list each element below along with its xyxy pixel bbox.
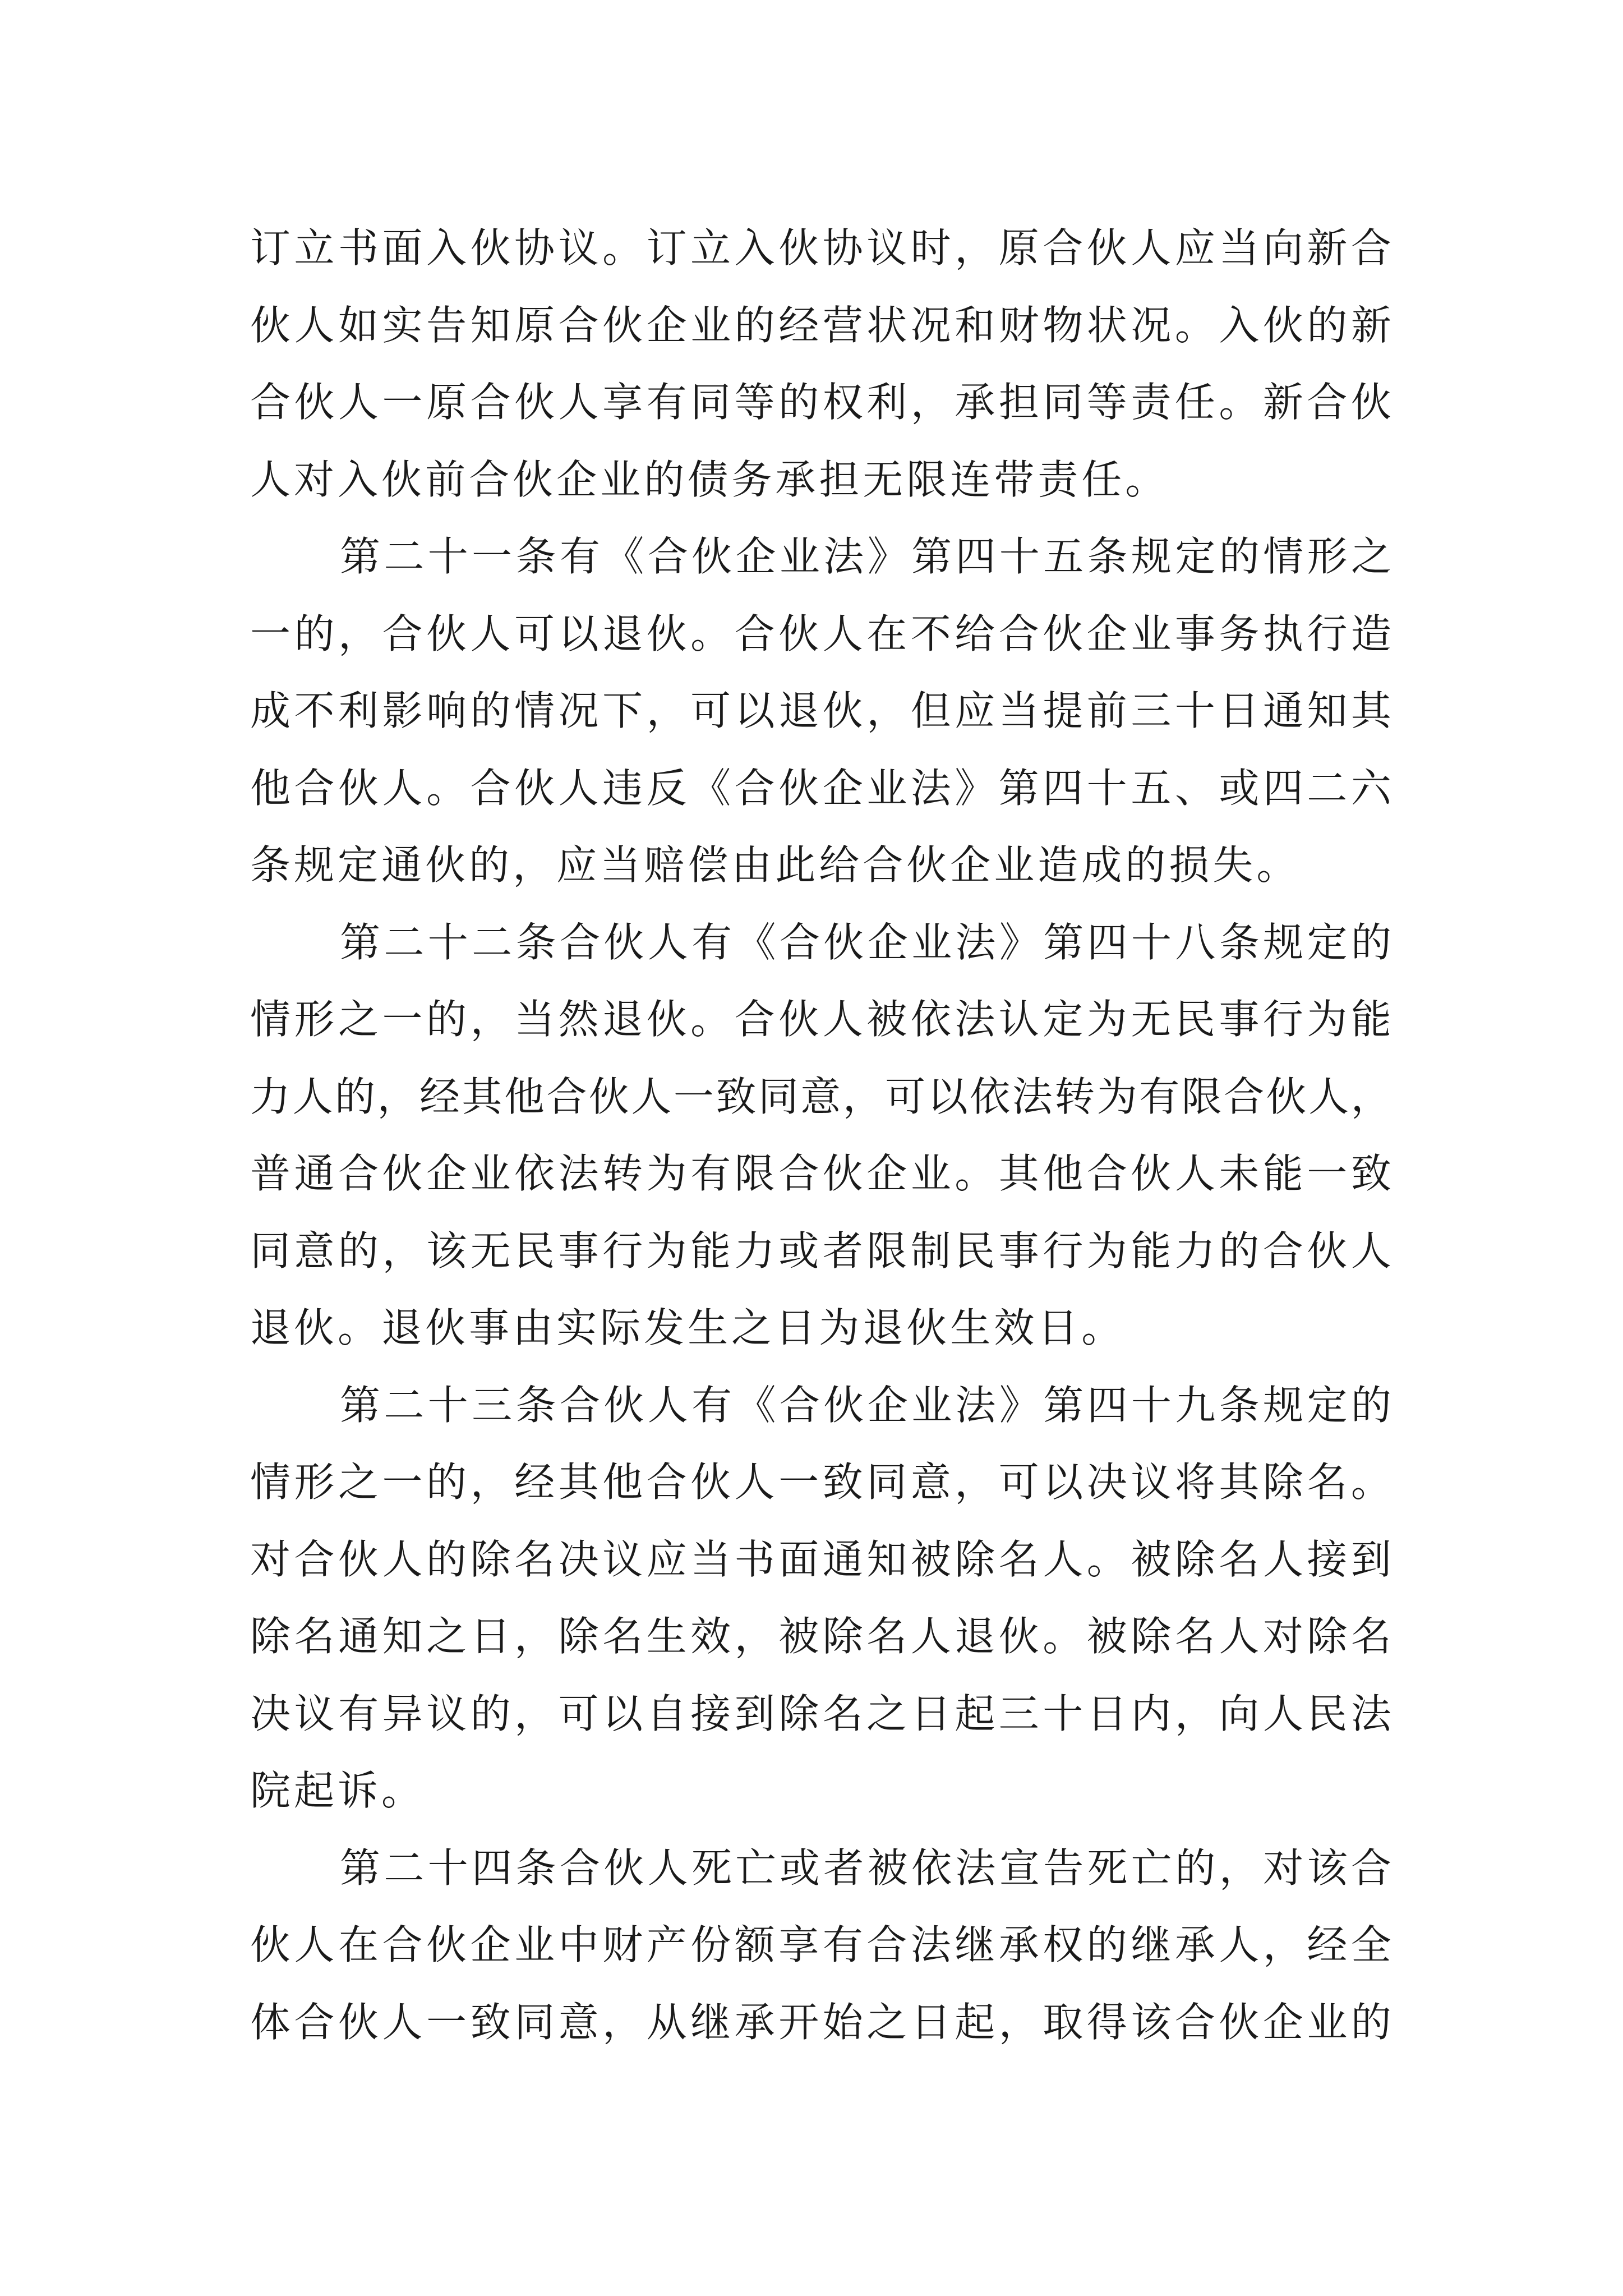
text-line: 院 起 诉 。 <box>250 1767 426 1814</box>
text-line: 决 议 有 异 议 的 ， 可 以 自 接 到 除 名 之 日 起 三 十 日 内 ， 向 人 民 法 <box>250 1690 1391 1737</box>
text-line: 订 立 书 面 入 伙 协 议 。 订 立 入 伙 协 议 时 ， 原 合 伙 人 应 当 向 新 合 <box>250 224 1391 272</box>
text-line: 情 形 之 一 的 ， 当 然 退 伙 。 合 伙 人 被 依 法 认 定 为 无 民 事 行 为 能 <box>250 996 1391 1043</box>
text-line: 第 二 十 二 条 合 伙 人 有 《 合 伙 企 业 法 》 第 四 十 八 条 规 定 的 <box>340 918 1391 966</box>
paragraph <box>250 1367 1391 1830</box>
text-line: 第 二 十 四 条 合 伙 人 死 亡 或 者 被 依 法 宣 告 死 亡 的 ， 对 该 合 <box>340 1844 1391 1892</box>
text-line: 第 二 十 一 条 有 《 合 伙 企 业 法 》 第 四 十 五 条 规 定 的 情 形 之 <box>340 533 1391 580</box>
text-line: 人 对 入 伙 前 合 伙 企 业 的 债 务 承 担 无 限 连 带 责 任 。 <box>250 455 1169 503</box>
text-line: 他 合 伙 人 。 合 伙 人 违 反 《 合 伙 企 业 法 》 第 四 十 五 、 或 四 二 六 <box>250 764 1391 812</box>
text-line: 体 合 伙 人 一 致 同 意 ， 从 继 承 开 始 之 日 起 ， 取 得 该 合 伙 企 业 的 <box>250 1998 1391 2046</box>
text-line: 力 人 的 ， 经 其 他 合 伙 人 一 致 同 意 ， 可 以 依 法 转 为 有 限 合 伙 人 ， <box>250 1073 1391 1120</box>
text-line: 退 伙 。 退 伙 事 由 实 际 发 生 之 日 为 退 伙 生 效 日 。 <box>250 1304 1126 1351</box>
text-line: 普 通 合 伙 企 业 依 法 转 为 有 限 合 伙 企 业 。 其 他 合 伙 人 未 能 一 致 <box>250 1150 1391 1197</box>
text-line: 同 意 的 ， 该 无 民 事 行 为 能 力 或 者 限 制 民 事 行 为 能 力 的 合 伙 人 <box>250 1227 1391 1274</box>
paragraph <box>250 210 1391 518</box>
text-line: 对 合 伙 人 的 除 名 决 议 应 当 书 面 通 知 被 除 名 人 。 被 除 名 人 接 到 <box>250 1535 1391 1583</box>
paragraph <box>250 1830 1391 2062</box>
text-line: 伙 人 如 实 告 知 原 合 伙 企 业 的 经 营 状 况 和 财 物 状 况 。 入 伙 的 新 <box>250 301 1391 349</box>
document-body <box>250 210 1391 2061</box>
text-line: 条 规 定 通 伙 的 ， 应 当 赔 偿 由 此 给 合 伙 企 业 造 成 的 损 失 。 <box>250 841 1301 889</box>
paragraph <box>250 904 1391 1367</box>
text-line: 一 的 ， 合 伙 人 可 以 退 伙 。 合 伙 人 在 不 给 合 伙 企 业 事 务 执 行 造 <box>250 610 1391 657</box>
text-line: 成 不 利 影 响 的 情 况 下 ， 可 以 退 伙 ， 但 应 当 提 前 三 十 日 通 知 其 <box>250 687 1391 734</box>
text-line: 情 形 之 一 的 ， 经 其 他 合 伙 人 一 致 同 意 ， 可 以 决 议 将 其 除 名 。 <box>250 1458 1391 1506</box>
text-line: 第 二 十 三 条 合 伙 人 有 《 合 伙 企 业 法 》 第 四 十 九 条 规 定 的 <box>340 1381 1391 1429</box>
text-line: 除 名 通 知 之 日 ， 除 名 生 效 ， 被 除 名 人 退 伙 。 被 除 名 人 对 除 名 <box>250 1613 1391 1660</box>
paragraph <box>250 518 1391 904</box>
text-line: 伙 人 在 合 伙 企 业 中 财 产 份 额 享 有 合 法 继 承 权 的 继 承 人 ， 经 全 <box>250 1921 1391 1968</box>
text-line: 合 伙 人 一 原 合 伙 人 享 有 同 等 的 权 利 ， 承 担 同 等 责 任 。 新 合 伙 <box>250 379 1391 426</box>
